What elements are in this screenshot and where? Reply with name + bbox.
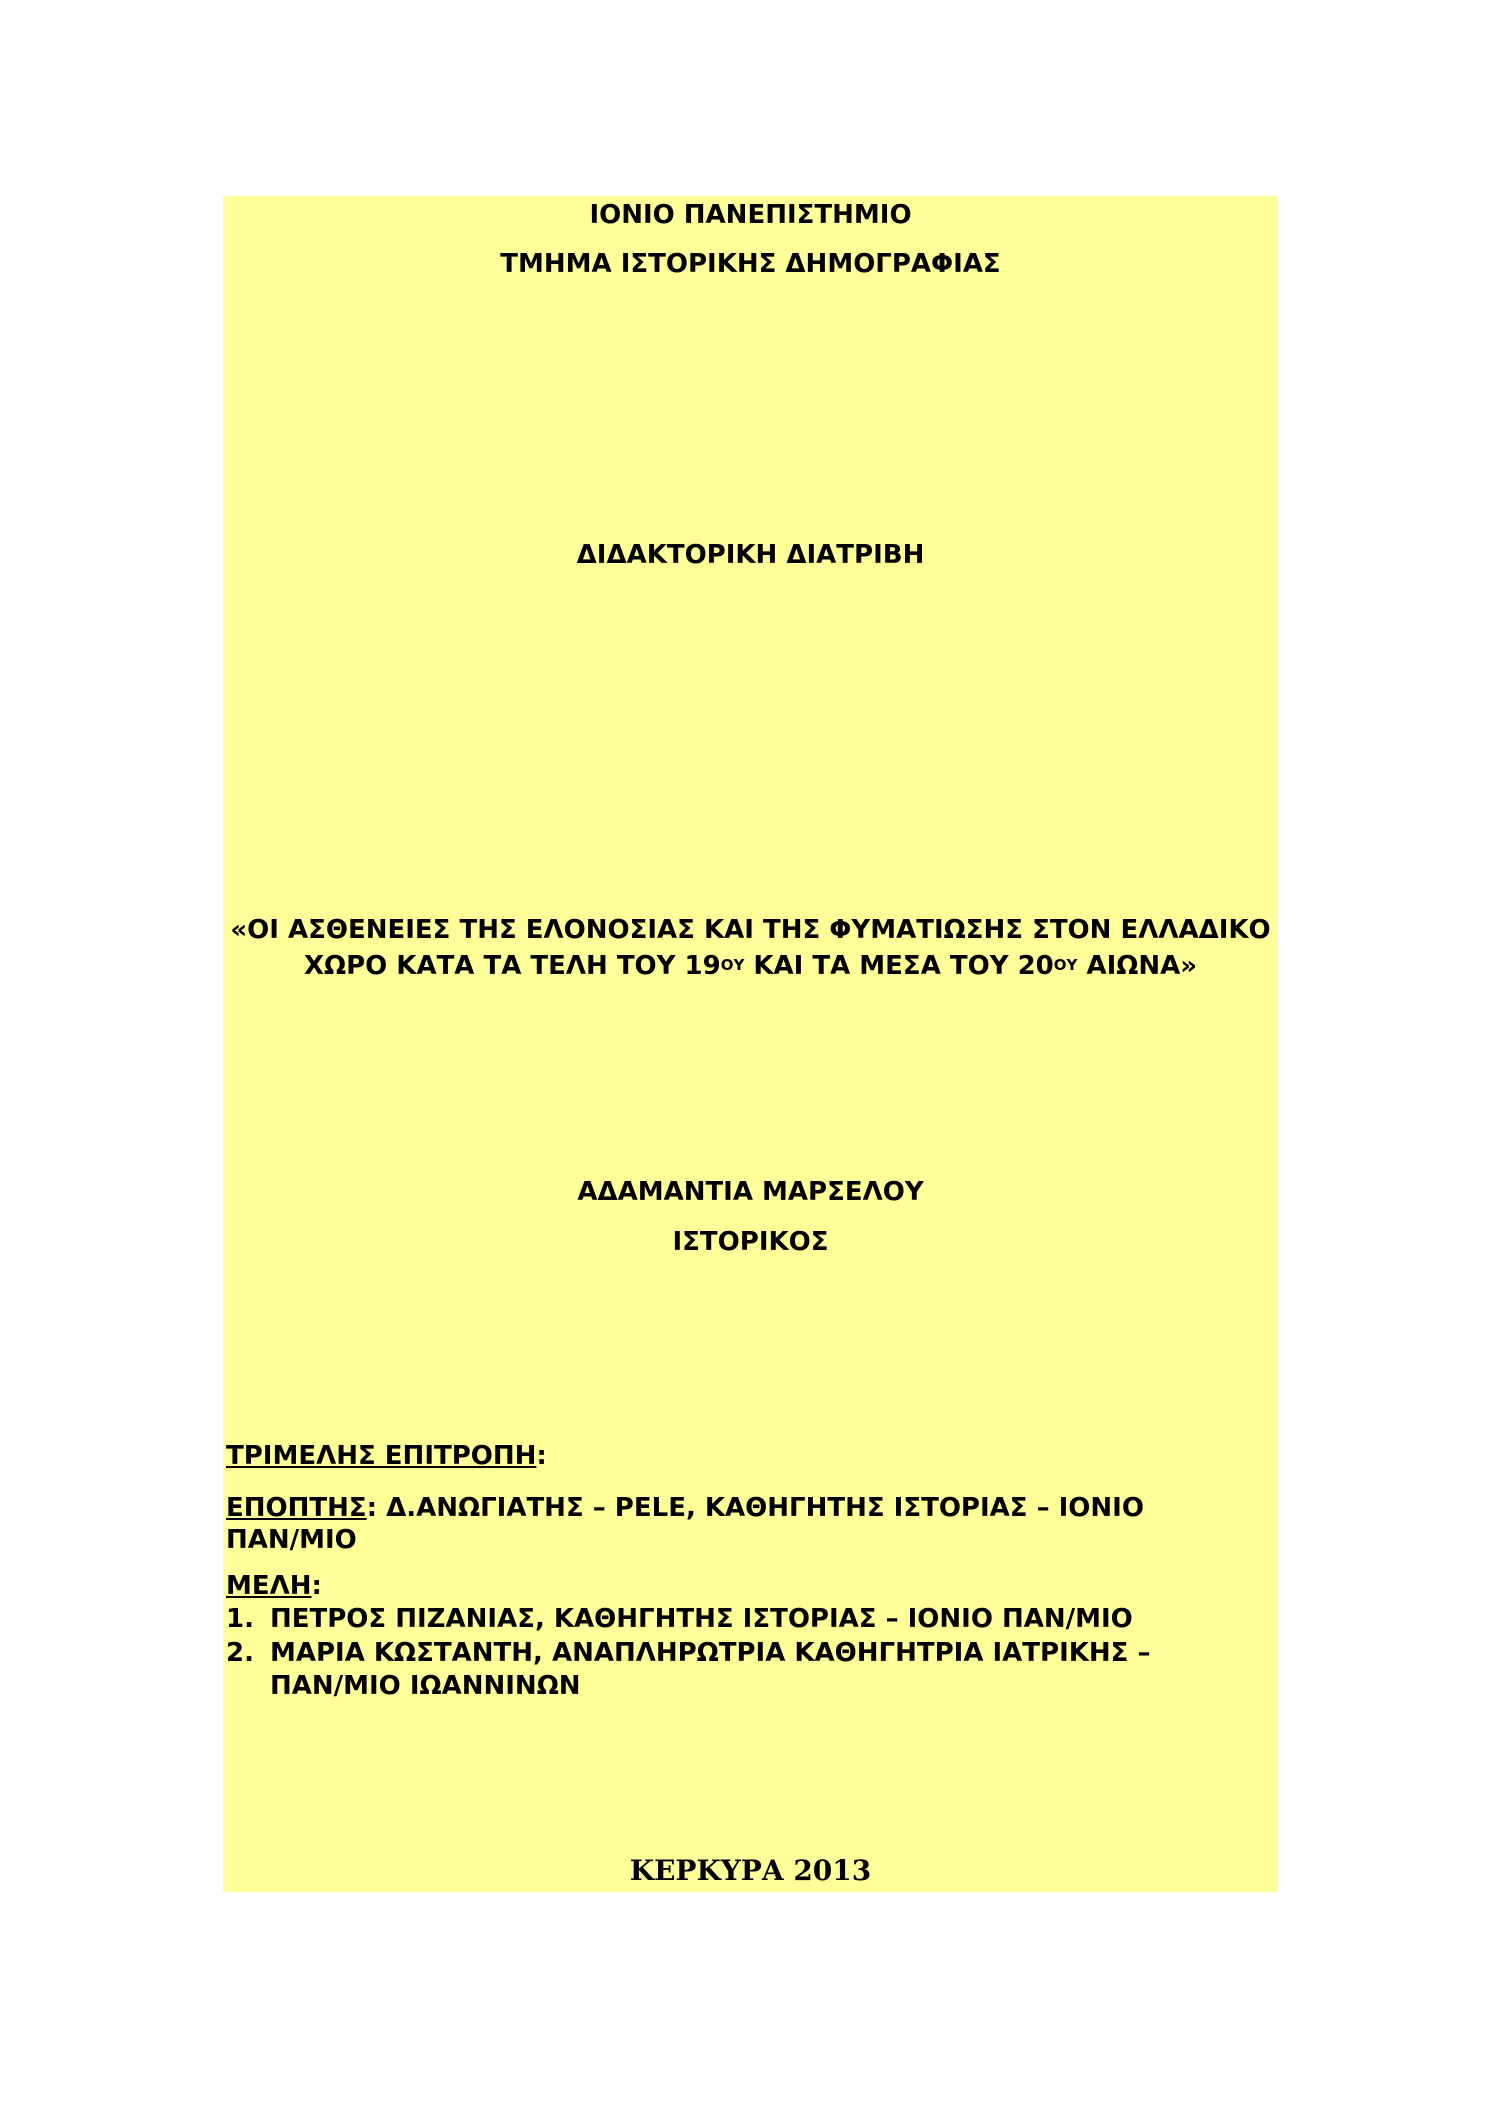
member-number: 2. [226, 1638, 254, 1668]
members-label: ΜΕΛΗ [226, 1571, 312, 1601]
author-name: ΑΔΑΜΑΝΤΙΑ ΜΑΡΣΕΛΟΥ [577, 1177, 924, 1207]
title-segment: ΧΩΡΟ ΚΑΤΑ ΤΑ ΤΕΛΗ ΤΟΥ 19 [303, 951, 721, 981]
colon: : [536, 1441, 547, 1471]
member-item-2 [226, 1637, 1150, 1669]
university-name: ΙΟΝΙΟ ΠΑΝΕΠΙΣΤΗΜΙΟ [589, 200, 912, 230]
supervisor-text: Δ.ΑΝΩΓΙΑΤΗΣ – PELE, ΚΑΘΗΓΗΤΗΣ ΙΣΤΟΡΙΑΣ – ΙΟΝΙΟ [377, 1493, 1144, 1523]
supervisor-line-2: ΠΑΝ/ΜΙΟ [226, 1525, 357, 1555]
author-role: ΙΣΤΟΡΙΚΟΣ [672, 1227, 829, 1257]
superscript-ordinal: ΟΥ [1053, 956, 1078, 974]
supervisor-label: ΕΠΟΠΤΗΣ [226, 1493, 367, 1523]
thesis-title [223, 912, 1278, 984]
member-text: ΠΑΝ/ΜΙΟ ΙΩΑΝΝΙΝΩΝ [270, 1671, 581, 1701]
title-segment: ΑΙΩΝΑ» [1077, 951, 1198, 981]
committee-heading-label: ΤΡΙΜΕΛΗΣ ΕΠΙΤΡΟΠΗ [226, 1441, 537, 1471]
place-and-year: ΚΕΡΚΥΡΑ 2013 [629, 1854, 872, 1887]
title-segment: ΚΑΙ ΤΑ ΜΕΣΑ ΤΟΥ 20 [744, 951, 1054, 981]
member-text: ΠΕΤΡΟΣ ΠΙΖΑΝΙΑΣ, ΚΑΘΗΓΗΤΗΣ ΙΣΤΟΡΙΑΣ – ΙΟΝΙΟ ΠΑΝ/ΜΙΟ [270, 1604, 1133, 1634]
member-item-1 [226, 1603, 1133, 1635]
member-number: 1. [226, 1604, 254, 1634]
thesis-title-line-1: «ΟΙ ΑΣΘΕΝΕΙΕΣ ΤΗΣ ΕΛΟΝΟΣΙΑΣ ΚΑΙ ΤΗΣ ΦΥΜΑΤΙΩΣΗΣ ΣΤΟΝ ΕΛΛΑΔΙΚΟ [230, 915, 1271, 945]
member-item-2-continuation [226, 1670, 581, 1702]
member-text: ΜΑΡΙΑ ΚΩΣΤΑΝΤΗ, ΑΝΑΠΛΗΡΩΤΡΙΑ ΚΑΘΗΓΗΤΡΙΑ ΙΑΤΡΙΚΗΣ – [270, 1638, 1151, 1668]
committee-heading [226, 1440, 547, 1472]
colon: : [311, 1571, 322, 1601]
members-heading [226, 1570, 322, 1602]
document-type: ΔΙΔΑΚΤΟΡΙΚΗ ΔΙΑΤΡΙΒΗ [576, 540, 925, 570]
supervisor-line-1 [226, 1492, 1144, 1524]
colon: : [366, 1493, 378, 1523]
department-name: ΤΜΗΜΑ ΙΣΤΟΡΙΚΗΣ ΔΗΜΟΓΡΑΦΙΑΣ [500, 249, 1001, 279]
superscript-ordinal: ΟΥ [720, 956, 745, 974]
thesis-title-line-2 [223, 948, 1278, 984]
